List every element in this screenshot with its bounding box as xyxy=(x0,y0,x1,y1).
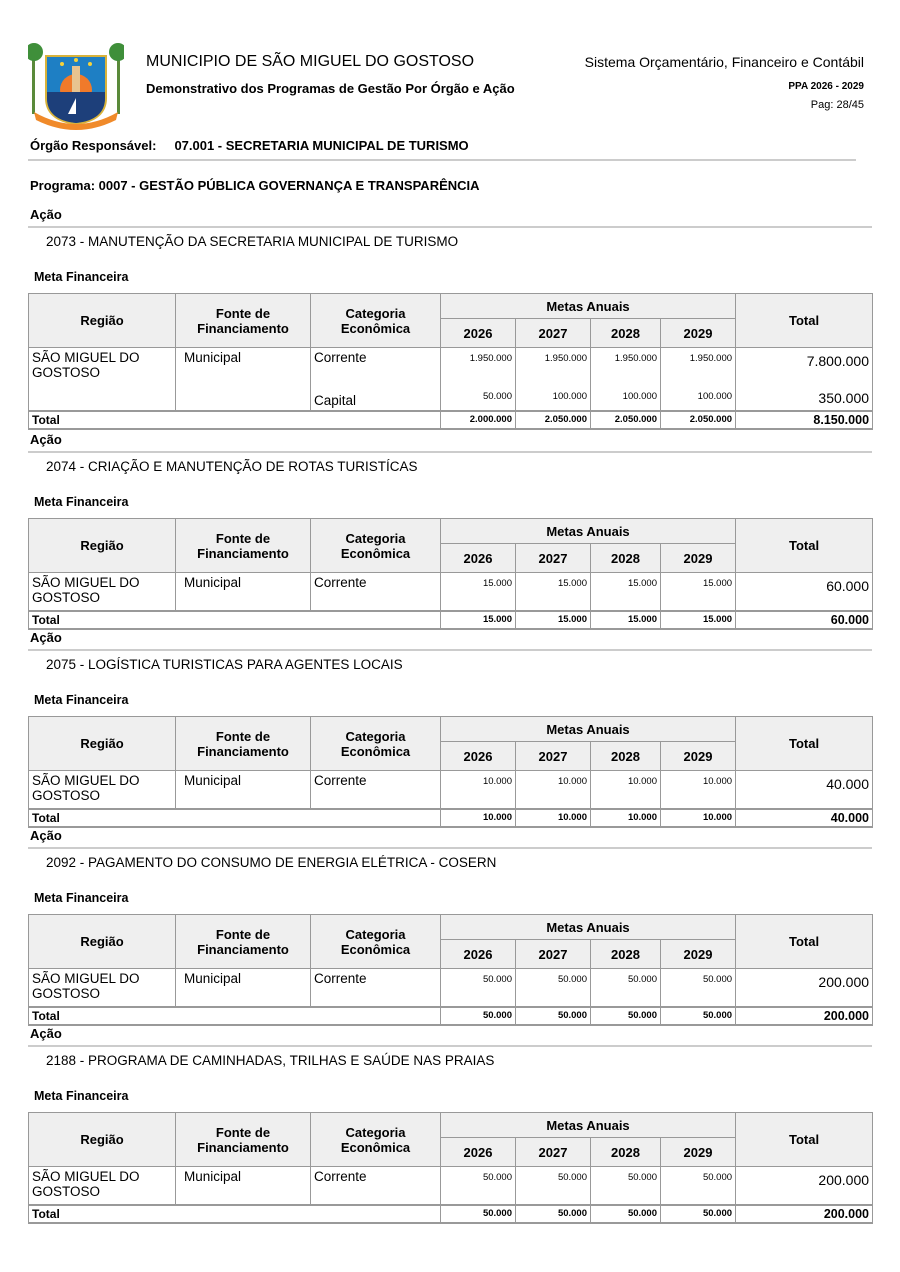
cell-value: 10.000 xyxy=(591,771,661,809)
cell-value: 50.000 xyxy=(591,1167,661,1205)
header-regiao: Região xyxy=(29,915,176,969)
total-year-value: 50.000 xyxy=(661,1205,736,1223)
total-year-value: 15.000 xyxy=(591,611,661,629)
acao-title: 2073 - MANUTENÇÃO DA SECRETARIA MUNICIPAL DE TURISMO xyxy=(46,234,459,249)
cell-value: 1.950.000 xyxy=(441,348,516,383)
acao-section xyxy=(28,1026,872,1221)
cell-value: 50.000 xyxy=(441,383,516,411)
cell-value: 50.000 xyxy=(661,1167,736,1205)
total-year-value: 50.000 xyxy=(661,1007,736,1025)
cell-regiao: SÃO MIGUEL DO GOSTOSO xyxy=(29,969,176,1007)
header-year: 2028 xyxy=(591,544,661,573)
header-year: 2027 xyxy=(516,742,591,771)
report-title: Demonstrativo dos Programas de Gestão Por Órgão e Ação xyxy=(146,81,515,96)
header-year: 2029 xyxy=(661,319,736,348)
cell-value: 50.000 xyxy=(661,969,736,1007)
cell-value: 15.000 xyxy=(441,573,516,611)
header-regiao: Região xyxy=(29,1113,176,1167)
header-year: 2028 xyxy=(591,1138,661,1167)
header-year: 2026 xyxy=(441,319,516,348)
header-categoria: Categoria Econômica xyxy=(311,519,441,573)
meta-financeira-table xyxy=(28,1112,873,1224)
header-fonte: Fonte de Financiamento xyxy=(176,1113,311,1167)
header-year: 2027 xyxy=(516,1138,591,1167)
header-fonte: Fonte de Financiamento xyxy=(176,915,311,969)
cell-value: 50.000 xyxy=(516,1167,591,1205)
grand-total-value: 60.000 xyxy=(736,611,873,629)
meta-financeira-label: Meta Financeira xyxy=(34,495,129,509)
header-fonte: Fonte de Financiamento xyxy=(176,519,311,573)
cell-categoria: Corrente xyxy=(311,348,441,383)
cell-total: 200.000 xyxy=(736,1167,873,1205)
total-year-value: 10.000 xyxy=(516,809,591,827)
total-year-value: 2.000.000 xyxy=(441,411,516,429)
meta-financeira-table xyxy=(28,914,873,1026)
header-year: 2026 xyxy=(441,1138,516,1167)
table-header-row xyxy=(29,717,873,742)
table-row xyxy=(29,969,873,1007)
cell-total: 350.000 xyxy=(736,383,873,411)
cell-value: 1.950.000 xyxy=(661,348,736,383)
cell-value: 15.000 xyxy=(516,573,591,611)
grand-total-value: 40.000 xyxy=(736,809,873,827)
total-year-value: 2.050.000 xyxy=(591,411,661,429)
header-metas-anuais: Metas Anuais xyxy=(441,1113,736,1138)
cell-fonte: Municipal xyxy=(176,771,311,809)
meta-financeira-label: Meta Financeira xyxy=(34,270,129,284)
total-year-value: 50.000 xyxy=(441,1007,516,1025)
acao-section xyxy=(28,207,872,427)
table-header-row xyxy=(29,294,873,319)
header-metas-anuais: Metas Anuais xyxy=(441,915,736,940)
cell-categoria: Corrente xyxy=(311,573,441,611)
orgao-responsavel xyxy=(30,138,469,153)
table-row xyxy=(29,771,873,809)
header-regiao: Região xyxy=(29,294,176,348)
cell-fonte: Municipal xyxy=(176,348,311,411)
acao-label: Ação xyxy=(28,432,872,453)
header-metas-anuais: Metas Anuais xyxy=(441,519,736,544)
total-row-label: Total xyxy=(29,1205,441,1223)
cell-value: 100.000 xyxy=(516,383,591,411)
header-year: 2029 xyxy=(661,544,736,573)
total-year-value: 15.000 xyxy=(516,611,591,629)
meta-financeira-label: Meta Financeira xyxy=(34,693,129,707)
acao-title: 2188 - PROGRAMA DE CAMINHADAS, TRILHAS E SAÚDE NAS PRAIAS xyxy=(46,1053,495,1068)
acao-label: Ação xyxy=(28,828,872,849)
cell-regiao: SÃO MIGUEL DO GOSTOSO xyxy=(29,771,176,809)
cell-fonte: Municipal xyxy=(176,1167,311,1205)
cell-total: 200.000 xyxy=(736,969,873,1007)
municipal-coat-of-arms-logo xyxy=(28,40,124,132)
ppa-period: PPA 2026 - 2029 xyxy=(788,81,864,92)
meta-financeira-table xyxy=(28,293,873,430)
total-year-value: 50.000 xyxy=(591,1007,661,1025)
header-regiao: Região xyxy=(29,717,176,771)
cell-total: 40.000 xyxy=(736,771,873,809)
acao-section xyxy=(28,432,872,627)
header-year: 2026 xyxy=(441,544,516,573)
header-year: 2028 xyxy=(591,742,661,771)
page-number: Pag: 28/45 xyxy=(810,99,864,111)
cell-value: 50.000 xyxy=(516,969,591,1007)
cell-value: 10.000 xyxy=(441,771,516,809)
divider xyxy=(28,159,856,161)
header-year: 2029 xyxy=(661,742,736,771)
header-year: 2029 xyxy=(661,940,736,969)
total-year-value: 15.000 xyxy=(661,611,736,629)
total-year-value: 10.000 xyxy=(661,809,736,827)
header-total: Total xyxy=(736,519,873,573)
header-regiao: Região xyxy=(29,519,176,573)
municipality-name: MUNICIPIO DE SÃO MIGUEL DO GOSTOSO xyxy=(146,53,475,70)
cell-value: 50.000 xyxy=(441,969,516,1007)
cell-value: 1.950.000 xyxy=(516,348,591,383)
cell-total: 60.000 xyxy=(736,573,873,611)
header-year: 2028 xyxy=(591,940,661,969)
acao-label: Ação xyxy=(28,1026,872,1047)
cell-total: 7.800.000 xyxy=(736,348,873,383)
header-year: 2027 xyxy=(516,940,591,969)
grand-total-value: 8.150.000 xyxy=(736,411,873,429)
table-row xyxy=(29,573,873,611)
total-year-value: 2.050.000 xyxy=(661,411,736,429)
meta-financeira-table xyxy=(28,716,873,828)
total-year-value: 15.000 xyxy=(441,611,516,629)
header-total: Total xyxy=(736,294,873,348)
table-row xyxy=(29,1167,873,1205)
acao-title: 2075 - LOGÍSTICA TURISTICAS PARA AGENTES LOCAIS xyxy=(46,657,403,672)
header-fonte: Fonte de Financiamento xyxy=(176,294,311,348)
header-year: 2026 xyxy=(441,940,516,969)
acao-section xyxy=(28,828,872,1023)
header-categoria: Categoria Econômica xyxy=(311,1113,441,1167)
total-row xyxy=(29,611,873,629)
cell-value: 100.000 xyxy=(591,383,661,411)
cell-value: 10.000 xyxy=(516,771,591,809)
acao-section xyxy=(28,630,872,825)
table-header-row xyxy=(29,915,873,940)
table-row xyxy=(29,348,873,383)
total-year-value: 50.000 xyxy=(516,1205,591,1223)
header-year: 2026 xyxy=(441,742,516,771)
total-year-value: 50.000 xyxy=(591,1205,661,1223)
total-year-value: 2.050.000 xyxy=(516,411,591,429)
cell-regiao: SÃO MIGUEL DO GOSTOSO xyxy=(29,348,176,411)
total-year-value: 10.000 xyxy=(441,809,516,827)
cell-regiao: SÃO MIGUEL DO GOSTOSO xyxy=(29,1167,176,1205)
header-categoria: Categoria Econômica xyxy=(311,717,441,771)
cell-value: 15.000 xyxy=(661,573,736,611)
total-row-label: Total xyxy=(29,611,441,629)
meta-financeira-label: Meta Financeira xyxy=(34,891,129,905)
header-fonte: Fonte de Financiamento xyxy=(176,717,311,771)
total-year-value: 10.000 xyxy=(591,809,661,827)
total-row xyxy=(29,411,873,429)
header-year: 2029 xyxy=(661,1138,736,1167)
grand-total-value: 200.000 xyxy=(736,1205,873,1223)
header-metas-anuais: Metas Anuais xyxy=(441,294,736,319)
total-row xyxy=(29,809,873,827)
total-row xyxy=(29,1205,873,1223)
cell-categoria: Corrente xyxy=(311,771,441,809)
table-header-row xyxy=(29,1113,873,1138)
cell-categoria: Corrente xyxy=(311,969,441,1007)
meta-financeira-table xyxy=(28,518,873,630)
cell-fonte: Municipal xyxy=(176,969,311,1007)
acao-label: Ação xyxy=(28,630,872,651)
header-categoria: Categoria Econômica xyxy=(311,294,441,348)
total-year-value: 50.000 xyxy=(441,1205,516,1223)
cell-value: 100.000 xyxy=(661,383,736,411)
acao-title: 2074 - CRIAÇÃO E MANUTENÇÃO DE ROTAS TURISTÍCAS xyxy=(46,459,418,474)
header-year: 2028 xyxy=(591,319,661,348)
total-row-label: Total xyxy=(29,411,441,429)
cell-categoria: Corrente xyxy=(311,1167,441,1205)
header-year: 2027 xyxy=(516,319,591,348)
total-row-label: Total xyxy=(29,1007,441,1025)
cell-categoria: Capital xyxy=(311,383,441,411)
cell-value: 15.000 xyxy=(591,573,661,611)
table-header-row xyxy=(29,519,873,544)
acao-title: 2092 - PAGAMENTO DO CONSUMO DE ENERGIA ELÉTRICA - COSERN xyxy=(46,855,497,870)
cell-value: 10.000 xyxy=(661,771,736,809)
header-total: Total xyxy=(736,1113,873,1167)
cell-value: 50.000 xyxy=(591,969,661,1007)
total-year-value: 50.000 xyxy=(516,1007,591,1025)
total-row xyxy=(29,1007,873,1025)
programa-title: Programa: 0007 - GESTÃO PÚBLICA GOVERNANÇA E TRANSPARÊNCIA xyxy=(30,178,480,193)
header-metas-anuais: Metas Anuais xyxy=(441,717,736,742)
header-categoria: Categoria Econômica xyxy=(311,915,441,969)
meta-financeira-label: Meta Financeira xyxy=(34,1089,129,1103)
orgao-value: 07.001 - SECRETARIA MUNICIPAL DE TURISMO xyxy=(174,138,469,153)
total-row-label: Total xyxy=(29,809,441,827)
header-total: Total xyxy=(736,717,873,771)
cell-value: 1.950.000 xyxy=(591,348,661,383)
cell-fonte: Municipal xyxy=(176,573,311,611)
header-total: Total xyxy=(736,915,873,969)
cell-value: 50.000 xyxy=(441,1167,516,1205)
header-year: 2027 xyxy=(516,544,591,573)
acao-label: Ação xyxy=(28,207,872,228)
system-name: Sistema Orçamentário, Financeiro e Contábil xyxy=(584,54,864,70)
grand-total-value: 200.000 xyxy=(736,1007,873,1025)
orgao-label: Órgão Responsável: xyxy=(30,138,157,153)
cell-regiao: SÃO MIGUEL DO GOSTOSO xyxy=(29,573,176,611)
